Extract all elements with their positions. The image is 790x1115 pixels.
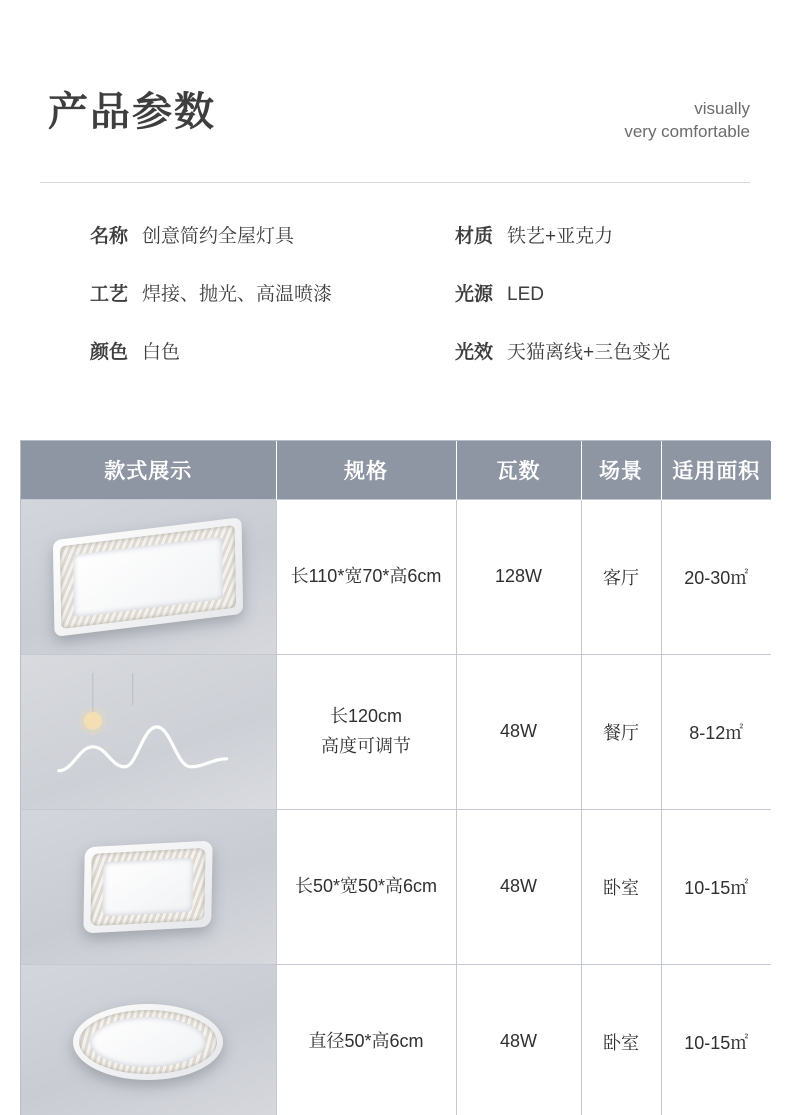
square-crystal-ceiling-lamp-image <box>21 810 276 964</box>
product-image-cell <box>21 964 276 1115</box>
scene-cell: 卧室 <box>581 964 661 1115</box>
spec-cell <box>276 654 456 809</box>
spec-value: 白色 <box>142 341 181 363</box>
spec-cell <box>276 964 456 1115</box>
spec-cell <box>276 499 456 654</box>
header-divider <box>40 182 750 183</box>
product-table-wrapper <box>20 440 770 1115</box>
table-row <box>21 654 771 809</box>
tagline-line-1: visually <box>694 99 750 118</box>
area-cell: 8-12㎡ <box>661 654 771 809</box>
spec-pair-material <box>425 221 750 248</box>
spec-label: 名称 <box>90 225 129 247</box>
spec-value: LED <box>507 283 544 305</box>
spec-row <box>40 205 750 263</box>
spec-label: 材质 <box>455 225 494 247</box>
spec-label: 工艺 <box>90 283 129 305</box>
round-crystal-ceiling-lamp-image <box>21 965 276 1115</box>
tagline <box>624 98 750 144</box>
product-table <box>21 441 771 1115</box>
spec-text-line-1: 长110*宽70*高6cm <box>290 565 442 586</box>
area-cell: 20-30㎡ <box>661 499 771 654</box>
area-cell: 10-15㎡ <box>661 809 771 964</box>
spec-row <box>40 263 750 321</box>
page-header <box>0 0 790 185</box>
watt-cell: 48W <box>456 809 581 964</box>
watt-cell: 48W <box>456 654 581 809</box>
table-header-row <box>21 441 771 499</box>
column-header-watt: 瓦数 <box>456 441 581 499</box>
scene-cell: 卧室 <box>581 809 661 964</box>
spec-text-line-1: 长120cm <box>329 705 403 726</box>
spec-pair-craft <box>40 279 425 306</box>
spec-row <box>40 321 750 379</box>
spec-pair-name <box>40 221 425 248</box>
page-title: 产品参数 <box>48 90 216 134</box>
column-header-scene: 场景 <box>581 441 661 499</box>
spec-label: 颜色 <box>90 341 129 363</box>
product-image-cell <box>21 809 276 964</box>
lamp-frame <box>84 840 213 933</box>
lamp-diffuser <box>73 536 223 617</box>
spec-value: 天猫离线+三色变光 <box>507 341 671 363</box>
product-image-cell <box>21 654 276 809</box>
table-row <box>21 964 771 1115</box>
column-header-area: 适用面积 <box>661 441 771 499</box>
lamp-frame <box>73 1004 223 1080</box>
spec-label: 光源 <box>455 283 494 305</box>
spec-cell <box>276 809 456 964</box>
spec-text-line-2: 高度可调节 <box>321 735 411 756</box>
table-row <box>21 809 771 964</box>
spec-list <box>0 205 790 379</box>
spec-pair-color <box>40 337 425 364</box>
wave-lamp-graphic <box>21 655 275 809</box>
column-header-spec: 规格 <box>276 441 456 499</box>
rectangular-crystal-ceiling-lamp-image <box>21 500 276 654</box>
spec-pair-light-source <box>425 279 750 306</box>
spec-text-line-1: 直径50*高6cm <box>308 1030 424 1051</box>
wave-pendant-lamp-image <box>21 655 276 809</box>
area-cell: 10-15㎡ <box>661 964 771 1115</box>
spec-value: 焊接、抛光、高温喷漆 <box>142 283 333 305</box>
lamp-frame <box>53 517 243 637</box>
tagline-line-2: very comfortable <box>624 121 750 141</box>
table-row <box>21 499 771 654</box>
spec-text-line-1: 长50*宽50*高6cm <box>294 875 438 896</box>
lamp-diffuser <box>103 857 194 916</box>
watt-cell: 48W <box>456 964 581 1115</box>
product-image-cell <box>21 499 276 654</box>
spec-label: 光效 <box>455 341 494 363</box>
scene-cell: 客厅 <box>581 499 661 654</box>
watt-cell: 128W <box>456 499 581 654</box>
spec-pair-light-effect <box>425 337 750 364</box>
spec-value: 铁艺+亚克力 <box>507 225 614 247</box>
scene-cell: 餐厅 <box>581 654 661 809</box>
spec-value: 创意简约全屋灯具 <box>142 225 295 247</box>
lamp-diffuser <box>90 1017 206 1067</box>
column-header-style: 款式展示 <box>21 441 276 499</box>
